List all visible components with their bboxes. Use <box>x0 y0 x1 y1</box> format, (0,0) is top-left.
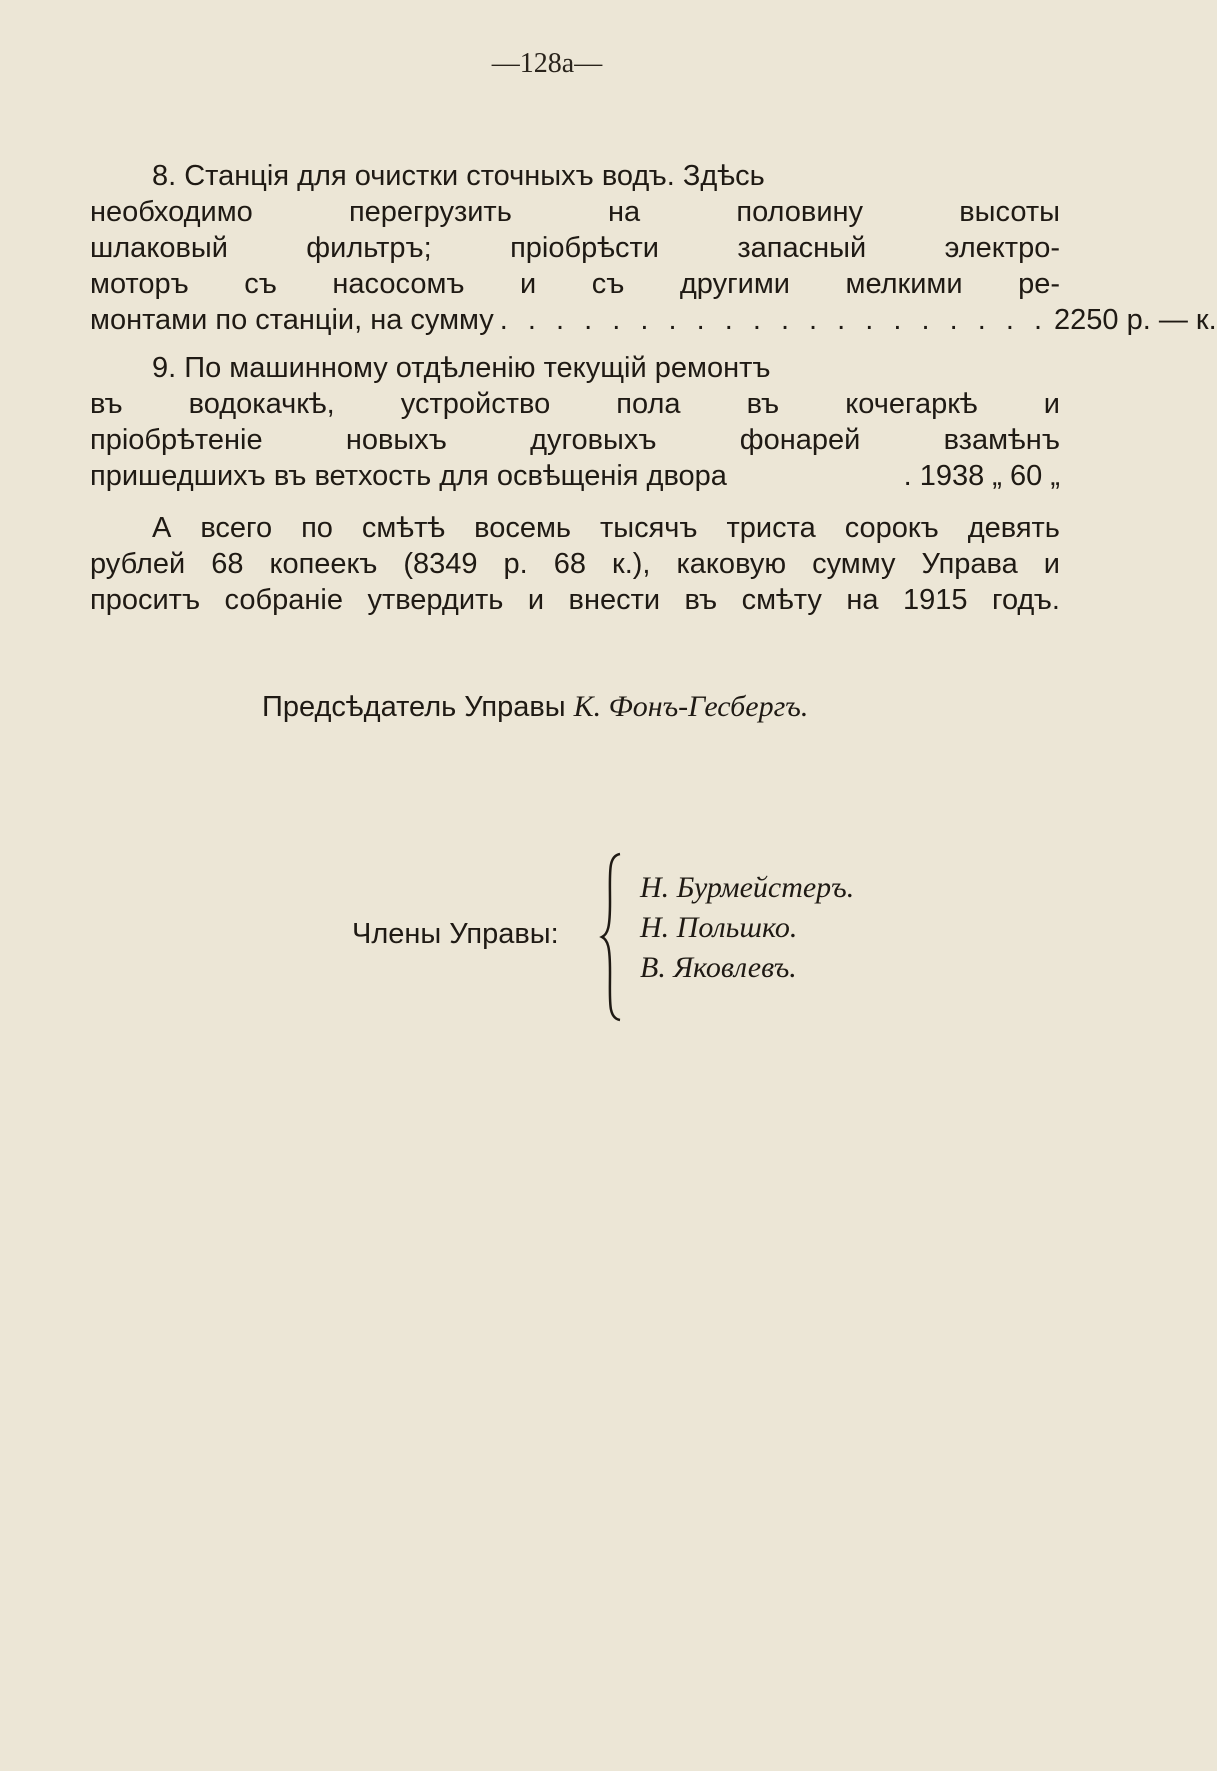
word: половину <box>736 196 864 228</box>
item-8-paragraph <box>90 158 1217 338</box>
word: смѣтѣ <box>361 512 446 544</box>
word: годъ. <box>992 584 1060 616</box>
word: проситъ <box>90 584 201 616</box>
word: другими <box>679 268 790 300</box>
word: пріобрѣсти <box>510 232 659 264</box>
member-name: В. Яковлевъ. <box>640 951 797 984</box>
word: 68 <box>211 548 244 580</box>
members-list <box>640 868 854 988</box>
word: шлаковый <box>90 232 228 264</box>
word: (8349 <box>403 548 478 580</box>
word: фильтръ; <box>306 232 432 264</box>
total-line <box>90 546 1060 582</box>
word: мелкими <box>845 268 963 300</box>
word: всего <box>200 512 273 544</box>
word: 68 <box>553 548 586 580</box>
item-8-line: 8. Станція для очистки сточныхъ водъ. Здѣсь <box>152 160 765 192</box>
word: и <box>520 268 537 300</box>
word: Управа <box>921 548 1018 580</box>
member-name: Н. Бурмейстеръ. <box>640 871 855 904</box>
word: въ <box>746 388 780 420</box>
total-line <box>90 510 1060 546</box>
word: пріобрѣтеніе <box>90 424 263 456</box>
word: рублей <box>90 548 186 580</box>
word: 1915 <box>903 584 968 616</box>
chairman-signature-block <box>262 690 808 724</box>
word: собраніе <box>224 584 343 616</box>
word: взамѣнъ <box>943 424 1060 456</box>
word: устройство <box>400 388 551 420</box>
word: дуговыхъ <box>530 424 657 456</box>
word: утвердить <box>367 584 504 616</box>
word: сумму <box>812 548 896 580</box>
item-8-amount-line <box>90 302 1217 338</box>
item-9-paragraph <box>90 350 1060 494</box>
word: фонарей <box>739 424 861 456</box>
word: тысячъ <box>599 512 698 544</box>
total-line <box>90 582 1060 618</box>
page-number: —128а— <box>491 48 603 79</box>
item-9-last-text: пришедшихъ въ ветхость для освѣщенія двора <box>90 460 727 492</box>
word: копеекъ <box>269 548 378 580</box>
word: по <box>301 512 333 544</box>
word: сорокъ <box>844 512 939 544</box>
word: кочегаркѣ <box>845 388 978 420</box>
word: к.), <box>612 548 651 580</box>
word: р. <box>503 548 528 580</box>
member-name: Н. Польшко. <box>640 911 798 944</box>
item-9-line <box>90 386 1060 422</box>
item-8-line <box>90 266 1060 302</box>
item-8-last-text: монтами по станціи, на сумму <box>90 304 494 336</box>
curly-brace <box>600 852 624 1022</box>
chairman-title: Предсѣдатель Управы <box>262 691 566 723</box>
word: и <box>1043 388 1060 420</box>
word: смѣту <box>741 584 822 616</box>
item-8-amount: 2250 р. — к. <box>1054 304 1217 336</box>
word: высоты <box>959 196 1060 228</box>
word: на <box>608 196 641 228</box>
word: ре- <box>1018 268 1060 300</box>
item-9-line <box>90 422 1060 458</box>
leader-dots: . . . . . . . . . . . . . . . . . . . . <box>499 304 1049 336</box>
item-8-line <box>90 230 1060 266</box>
word: электро- <box>944 232 1060 264</box>
members-label: Члены Управы: <box>352 918 559 950</box>
word: водокачкѣ, <box>188 388 335 420</box>
word: девять <box>967 512 1060 544</box>
word: въ <box>684 584 718 616</box>
word: съ <box>244 268 277 300</box>
item-8-line <box>90 194 1060 230</box>
item-9-line: 9. По машинному отдѣленію текущій ремонтъ <box>152 352 771 384</box>
total-paragraph <box>90 510 1060 618</box>
word: каковую <box>676 548 787 580</box>
word: насосомъ <box>332 268 465 300</box>
word: моторъ <box>90 268 189 300</box>
word: и <box>1043 548 1060 580</box>
word: въ <box>90 388 123 420</box>
word: съ <box>591 268 625 300</box>
word: необходимо <box>90 196 253 228</box>
item-9-amount-line <box>90 458 1060 494</box>
word: восемь <box>474 512 571 544</box>
word: новыхъ <box>345 424 447 456</box>
word: внести <box>568 584 661 616</box>
chairman-name: К. Фонъ-Гесбергъ. <box>573 690 809 723</box>
word: триста <box>726 512 816 544</box>
word: и <box>527 584 545 616</box>
item-9-amount: . 1938 „ 60 „ <box>903 460 1060 492</box>
word: на <box>846 584 879 616</box>
word: А <box>152 512 172 544</box>
word: перегрузить <box>348 196 512 228</box>
word: пола <box>616 388 681 420</box>
word: запасный <box>737 232 867 264</box>
